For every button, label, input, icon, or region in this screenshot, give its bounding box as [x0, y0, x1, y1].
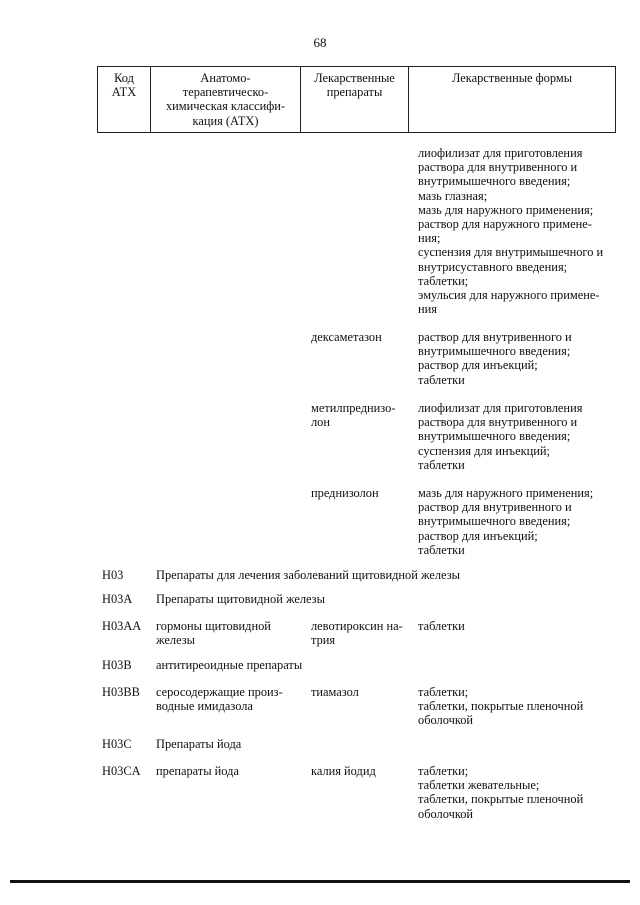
h03a-code: H03A — [102, 592, 133, 606]
page-number: 68 — [313, 35, 327, 50]
methyl-drug: метилпреднизо- лон — [311, 401, 396, 430]
h03ca-forms: таблетки; таблетки жевательные; таблетки, покрытые пленочной оболочкой — [418, 764, 584, 821]
dexa-drug: дексаметазон — [311, 330, 382, 344]
pred-drug: преднизолон — [311, 486, 379, 500]
h03bb-code: H03BB — [102, 685, 140, 699]
header-classification: Анатомо- терапевтическо- химическая классифи- кация (АТХ) — [151, 67, 301, 132]
h03-code: H03 — [102, 568, 124, 582]
h03-name: Препараты для лечения заболеваний щитовидной железы — [156, 568, 460, 582]
header-drugs: Лекарственные препараты — [301, 67, 409, 132]
h03aa-drug: левотироксин на- трия — [311, 619, 403, 648]
h03bb-forms: таблетки; таблетки, покрытые пленочной оболочкой — [418, 685, 584, 728]
methyl-forms: лиофилизат для приготовления раствора для внутривенного и внутримышечного введения; суспензия для инъекций; таблетки — [418, 401, 583, 472]
h03bb-drug: тиамазол — [311, 685, 359, 699]
dexa-forms: раствор для внутривенного и внутримышечного введения; раствор для инъекций; таблетки — [418, 330, 572, 387]
h03a-name: Препараты щитовидной железы — [156, 592, 325, 606]
h03aa-name: гормоны щитовидной железы — [156, 619, 271, 648]
header-code: Код АТХ — [98, 67, 151, 132]
h03c-code: H03C — [102, 737, 132, 751]
h03aa-forms: таблетки — [418, 619, 465, 633]
h03b-code: H03B — [102, 658, 132, 672]
table-header — [97, 66, 616, 133]
footer-rule — [10, 880, 630, 883]
h03aa-code: H03AA — [102, 619, 142, 633]
h03bb-name: серосодержащие произ- водные имидазола — [156, 685, 283, 714]
header-forms: Лекарственные формы — [451, 71, 573, 85]
h03ca-code: H03CA — [102, 764, 141, 778]
h03ca-drug: калия йодид — [311, 764, 376, 778]
h03ca-name: препараты йода — [156, 764, 239, 778]
h03c-name: Препараты йода — [156, 737, 242, 751]
pred-forms: мазь для наружного применения; раствор для внутривенного и внутримышечного введения; раствор для инъекций; таблетки — [418, 486, 594, 557]
cont-forms: лиофилизат для приготовления раствора для внутривенного и внутримышечного введения; мазь глазная; мазь для наружного применения; раствор для наружного примене- ния; суспензия для внутримышечного и внутрисуставного введения; таблетки; эмульсия для наружного примене- ния — [418, 146, 604, 317]
h03b-name: антитиреоидные препараты — [156, 658, 303, 672]
